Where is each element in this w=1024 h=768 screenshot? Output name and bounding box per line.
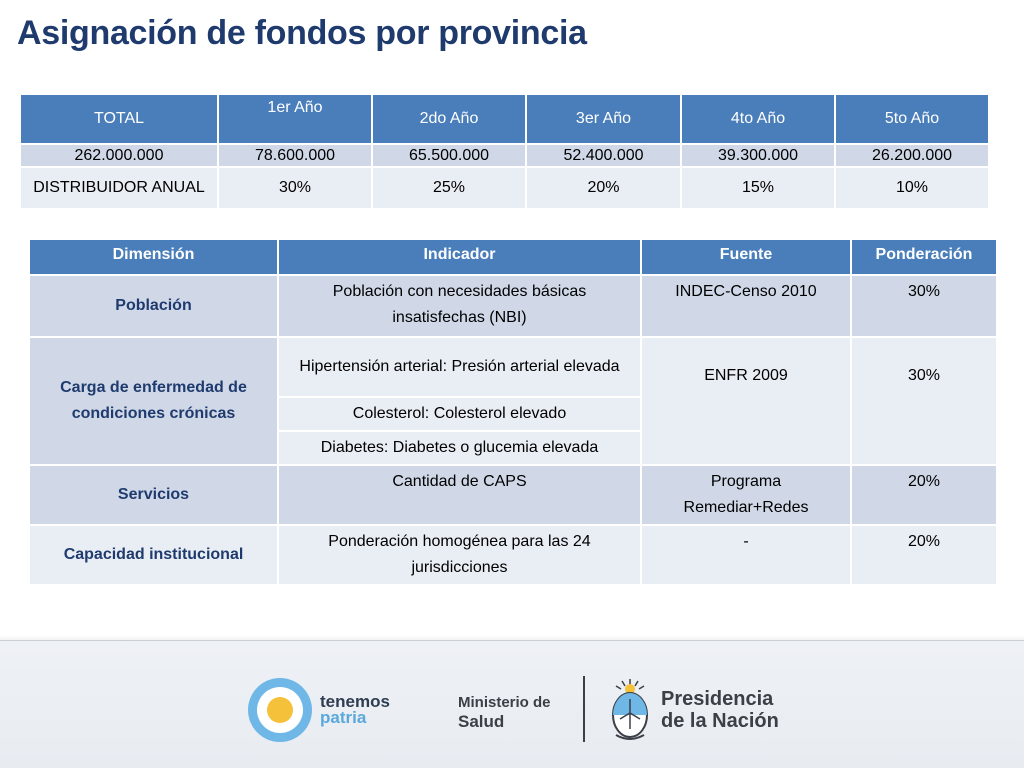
source-indec: INDEC-Censo 2010	[641, 275, 851, 337]
presidencia-line-2: de la Nación	[661, 710, 779, 732]
dimension-capacidad: Capacidad institucional	[29, 525, 278, 585]
distribution-year-4: 15%	[681, 167, 835, 209]
header-dimension: Dimensión	[29, 239, 278, 275]
header-year-4: 4to Año	[681, 94, 835, 144]
footer-divider	[583, 676, 585, 742]
amount-year-1: 78.600.000	[218, 144, 372, 167]
national-seal-icon	[608, 677, 652, 743]
source-enfr: ENFR 2009	[641, 337, 851, 465]
logo-text-patria: patria	[320, 708, 367, 727]
row-capacidad	[29, 525, 997, 585]
indicator-hipertension: Hipertensión arterial: Presión arterial elevada	[278, 337, 641, 397]
weight-servicios: 20%	[851, 465, 997, 525]
dimension-carga: Carga de enfermedad de condiciones crónicas	[29, 337, 278, 465]
header-total: TOTAL	[20, 94, 218, 144]
indicator-nbi: Población con necesidades básicas insatisfechas (NBI)	[278, 275, 641, 337]
row-servicios	[29, 465, 997, 525]
header-indicator: Indicador	[278, 239, 641, 275]
weight-capacidad: 20%	[851, 525, 997, 585]
indicator-diabetes: Diabetes: Diabetes o glucemia elevada	[278, 431, 641, 465]
tenemos-patria-logo-icon	[248, 678, 312, 742]
ministerio-line-2: Salud	[458, 712, 505, 731]
indicator-caps: Cantidad de CAPS	[278, 465, 641, 525]
ministerio-line-1: Ministerio de	[458, 694, 551, 711]
criteria-table	[28, 238, 998, 586]
presidencia-line-1: Presidencia	[661, 688, 774, 710]
distribution-label: DISTRIBUIDOR ANUAL	[20, 167, 218, 209]
funds-header-row	[20, 94, 989, 144]
distribution-year-1: 30%	[218, 167, 372, 209]
distribution-year-5: 10%	[835, 167, 989, 209]
page-title: Asignación de fondos por provincia	[17, 14, 587, 52]
dimension-servicios: Servicios	[29, 465, 278, 525]
row-carga-1	[29, 337, 997, 397]
criteria-header-row	[29, 239, 997, 275]
amount-year-5: 26.200.000	[835, 144, 989, 167]
header-year-1: 1er Año	[218, 94, 372, 144]
indicator-homogenea: Ponderación homogénea para las 24 jurisdicciones	[278, 525, 641, 585]
weight-poblacion: 30%	[851, 275, 997, 337]
header-year-3: 3er Año	[526, 94, 681, 144]
amounts-row	[20, 144, 989, 167]
amount-year-4: 39.300.000	[681, 144, 835, 167]
indicator-colesterol: Colesterol: Colesterol elevado	[278, 397, 641, 431]
funds-table	[19, 93, 990, 210]
row-poblacion	[29, 275, 997, 337]
distribution-year-2: 25%	[372, 167, 526, 209]
header-source: Fuente	[641, 239, 851, 275]
header-year-2: 2do Año	[372, 94, 526, 144]
source-remediar: Programa Remediar+Redes	[641, 465, 851, 525]
amount-total: 262.000.000	[20, 144, 218, 167]
dimension-poblacion: Población	[29, 275, 278, 337]
distribution-row	[20, 167, 989, 209]
header-weight: Ponderación	[851, 239, 997, 275]
distribution-year-3: 20%	[526, 167, 681, 209]
source-none: -	[641, 525, 851, 585]
amount-year-2: 65.500.000	[372, 144, 526, 167]
amount-year-3: 52.400.000	[526, 144, 681, 167]
logo-text-tenemos: tenemos	[320, 692, 390, 711]
header-year-5: 5to Año	[835, 94, 989, 144]
weight-carga: 30%	[851, 337, 997, 465]
